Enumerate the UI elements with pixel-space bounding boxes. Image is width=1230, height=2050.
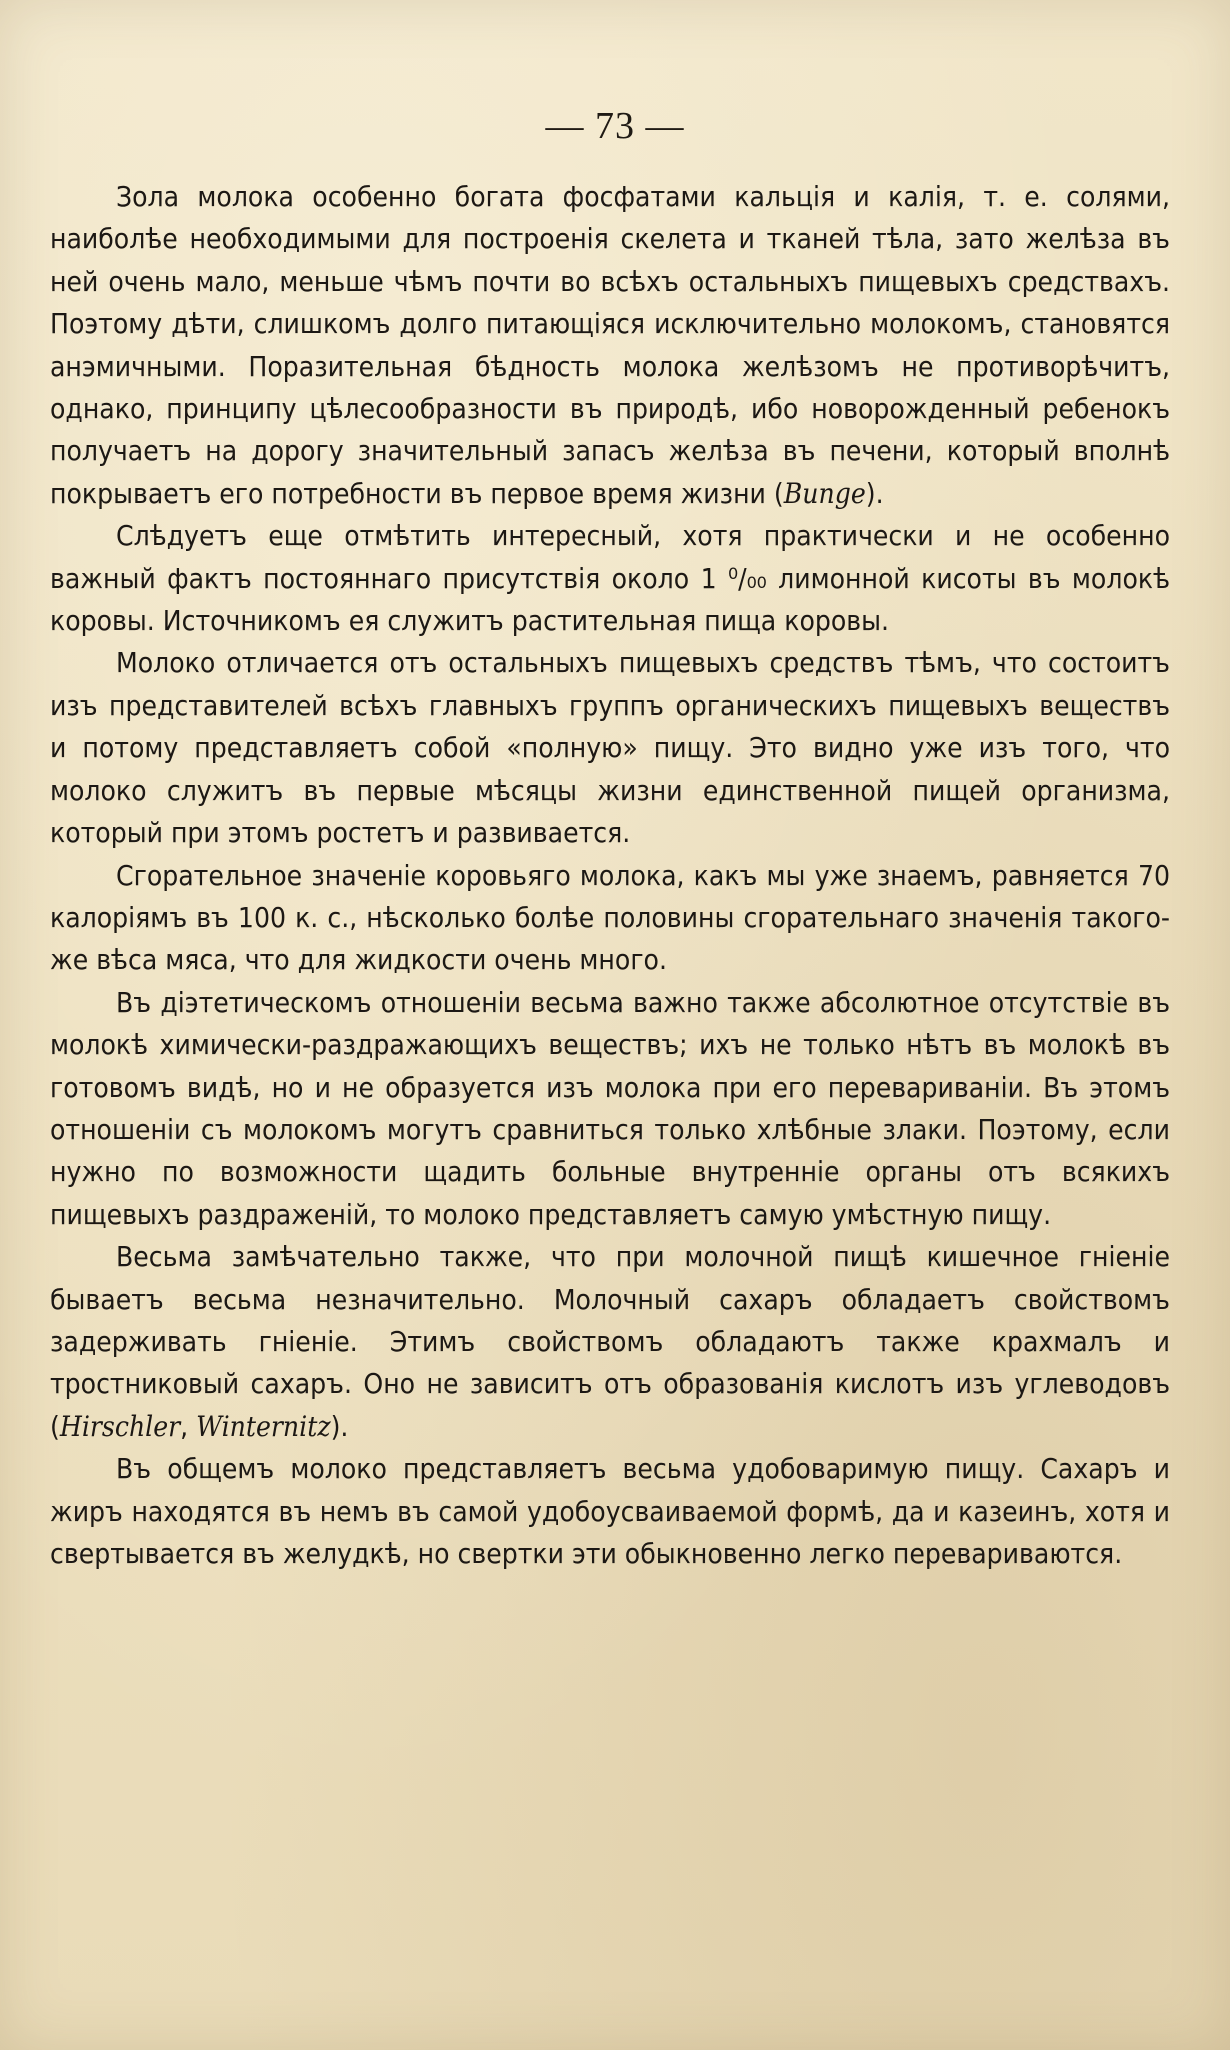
citation-separator: , <box>180 1409 197 1443</box>
author-citation: Winternitz <box>196 1409 331 1443</box>
paragraph-text: Весьма замѣчательно также, что при молочной пищѣ кишечное гніеніе бываетъ весьма незначительно. Молочный сахаръ обладаетъ свойствомъ задерживать гніеніе. Этимъ свойствомъ обладаютъ также крахмалъ и тростниковый сахаръ. Оно не зависитъ отъ образованія кислотъ изъ углеводовъ ( <box>50 1240 1170 1443</box>
paragraph <box>50 1236 1170 1448</box>
paragraph: Въ діэтетическомъ отношеніи весьма важно также абсолютное отсутствіе въ молокѣ химически-раздражающихъ веществъ; ихъ не только нѣтъ въ молокѣ въ готовомъ видѣ, но и не образуется изъ молока при его перевариваніи. Въ этомъ отношеніи съ молокомъ могутъ сравниться только хлѣбные злаки. Поэтому, если нужно по возможности щадить больные внутренніе органы отъ всякихъ пищевыхъ раздраженій, то молоко представляетъ самую умѣстную пищу. <box>50 985 1170 1231</box>
author-citation: Hirschler <box>59 1409 181 1443</box>
paragraph-tail: ). <box>865 476 884 510</box>
paragraph: Сгорательное значеніе коровьяго молока, какъ мы уже знаемъ, равняется 70 калоріямъ въ 100 к. с., нѣсколько болѣе половины сгорательнаго значенія такого-же вѣса мяса, что для жидкости очень много. <box>50 858 1170 977</box>
paragraph: Слѣдуетъ еще отмѣтить интересный, хотя практически и не особенно важный фактъ постояннаго присутствія около 1 ⁰/₀₀ лимонной кисоты въ молокѣ коровы. Источникомъ ея служитъ растительная пища коровы. <box>50 519 1170 638</box>
page-number: — 73 — <box>545 105 685 147</box>
paragraph-text: Зола молока особенно богата фосфатами кальція и калія, т. е. солями, наиболѣе необходимыми для построенія скелета и тканей тѣла, зато желѣза въ ней очень мало, меньше чѣмъ почти во всѣхъ остальныхъ пищевыхъ средствахъ. Поэтому дѣти, слишкомъ долго питающіяся исключительно молокомъ, становятся анэмичными. Поразительная бѣдность молока желѣзомъ не противорѣчитъ, однако, принципу цѣлесообразности въ природѣ, ибо новорожденный ребенокъ получаетъ на дорогу значительный запасъ желѣза въ печени, который вполнѣ покрываетъ его потребности въ первое время жизни ( <box>50 180 1170 510</box>
paragraph: Въ общемъ молоко представляетъ весьма удобоваримую пищу. Сахаръ и жиръ находятся въ немъ въ самой удобоусваиваемой формѣ, да и казеинъ, хотя и свертывается въ желудкѣ, но свертки эти обыкновенно легко перевариваются. <box>50 1452 1170 1570</box>
author-citation: Bunge <box>783 476 866 510</box>
paragraph <box>50 176 1170 515</box>
paragraph: Молоко отличается отъ остальныхъ пищевыхъ средствъ тѣмъ, что состоитъ изъ представителей всѣхъ главныхъ группъ органическихъ пищевыхъ веществъ и потому представляетъ собой «полную» пищу. Это видно уже изъ того, что молоко служитъ въ первые мѣсяцы жизни единственной пищей организма, который при этомъ ростетъ и развивается. <box>50 646 1170 850</box>
body-text <box>50 176 1170 1575</box>
paragraph-tail: ). <box>330 1409 349 1443</box>
